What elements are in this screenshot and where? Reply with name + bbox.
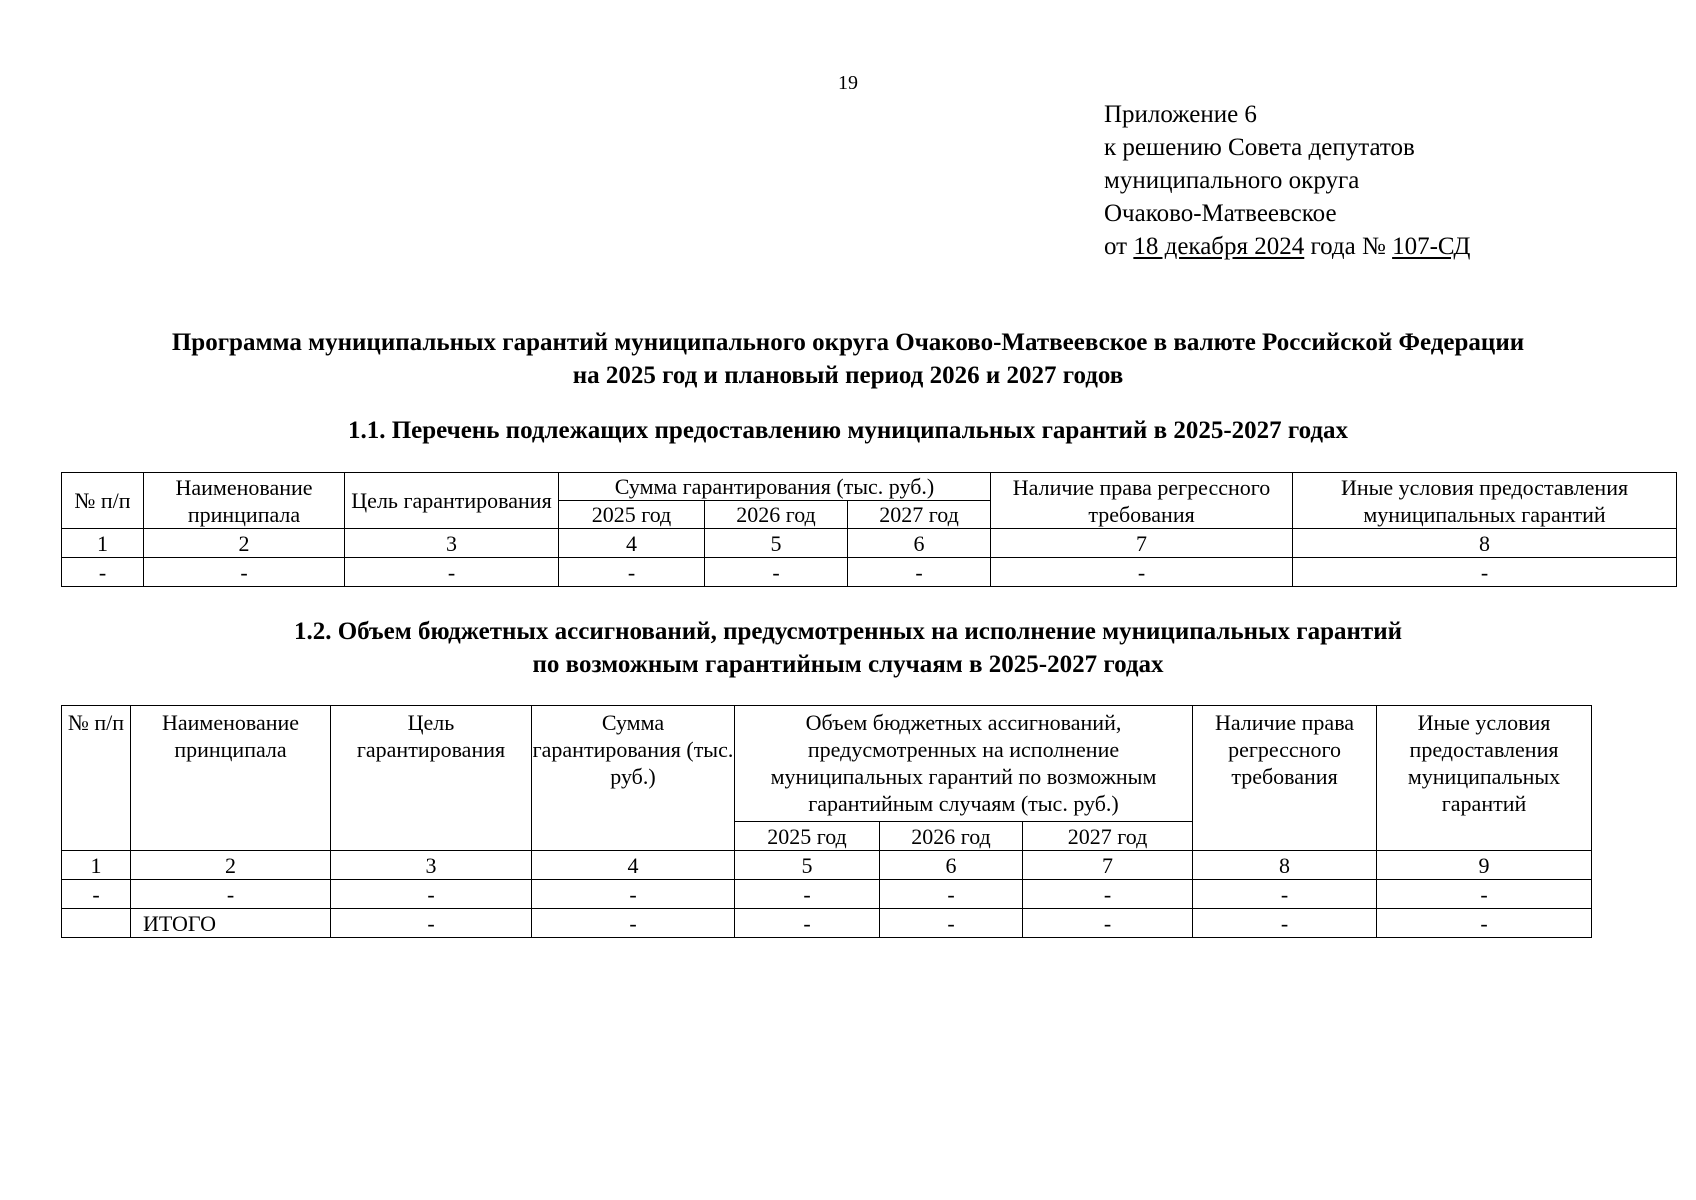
page-number: 19 bbox=[838, 72, 858, 94]
cell: 1 bbox=[62, 529, 144, 558]
total-label: ИТОГО bbox=[131, 909, 331, 938]
cell: 1 bbox=[62, 851, 131, 880]
cell: 8 bbox=[1293, 529, 1677, 558]
appendix-block bbox=[1104, 98, 1470, 263]
header-sum-group: Сумма гарантирования (тыс. руб.) bbox=[559, 473, 991, 501]
cell: - bbox=[559, 558, 705, 587]
decision-date: 18 декабря 2024 bbox=[1133, 233, 1305, 260]
cell: 2 bbox=[144, 529, 345, 558]
header-2026: 2026 год bbox=[705, 501, 848, 529]
cell: 4 bbox=[559, 529, 705, 558]
cell: 6 bbox=[848, 529, 991, 558]
cell: - bbox=[1193, 909, 1377, 938]
decision-number: 107-СД bbox=[1392, 233, 1471, 260]
numbering-row bbox=[62, 851, 1592, 880]
cell: 3 bbox=[331, 851, 532, 880]
table-row bbox=[62, 880, 1592, 909]
header-2025: 2025 год bbox=[735, 822, 880, 851]
cell: - bbox=[62, 880, 131, 909]
cell: 7 bbox=[991, 529, 1293, 558]
header-num: № п/п bbox=[62, 706, 131, 851]
cell: 2 bbox=[131, 851, 331, 880]
appendix-line: муниципального округа bbox=[1104, 167, 1360, 194]
appendix-line: Очаково-Матвеевское bbox=[1104, 200, 1337, 227]
cell bbox=[62, 909, 131, 938]
cell: 5 bbox=[705, 529, 848, 558]
cell: - bbox=[1377, 909, 1592, 938]
cell: 4 bbox=[532, 851, 735, 880]
cell: - bbox=[345, 558, 559, 587]
cell: 8 bbox=[1193, 851, 1377, 880]
cell: 7 bbox=[1023, 851, 1193, 880]
cell: 3 bbox=[345, 529, 559, 558]
section2-title bbox=[0, 615, 1696, 681]
table-row bbox=[62, 558, 1677, 587]
header-2026: 2026 год bbox=[880, 822, 1023, 851]
cell: 6 bbox=[880, 851, 1023, 880]
header-sum: Сумма гарантирования (тыс. руб.) bbox=[532, 706, 735, 851]
appendix-line: Приложение 6 bbox=[1104, 101, 1257, 128]
header-2025: 2025 год bbox=[559, 501, 705, 529]
header-principal: Наименование принципала bbox=[131, 706, 331, 851]
appendix-date-line bbox=[1104, 230, 1470, 263]
document-title bbox=[0, 326, 1696, 392]
cell: - bbox=[62, 558, 144, 587]
header-2027: 2027 год bbox=[1023, 822, 1193, 851]
header-volume-group: Объем бюджетных ассигнований, предусмотренных на исполнение муниципальных гарантий по возможным гарантийным случаям (тыс. руб.) bbox=[735, 706, 1193, 822]
cell: - bbox=[880, 880, 1023, 909]
cell: 9 bbox=[1377, 851, 1592, 880]
header-purpose: Цель гарантирования bbox=[331, 706, 532, 851]
header-2027: 2027 год bbox=[848, 501, 991, 529]
total-row bbox=[62, 909, 1592, 938]
numbering-row bbox=[62, 529, 1677, 558]
cell: - bbox=[735, 909, 880, 938]
cell: - bbox=[532, 880, 735, 909]
document-title-line: Программа муниципальных гарантий муниципального округа Очаково-Матвеевское в валюте Российской Федерации bbox=[171, 329, 1525, 356]
guarantees-list-table bbox=[61, 472, 1677, 587]
header-other: Иные условия предоставления муниципальных гарантий bbox=[1293, 473, 1677, 529]
cell: - bbox=[705, 558, 848, 587]
date-prefix: от bbox=[1104, 233, 1128, 260]
header-principal: Наименование принципала bbox=[144, 473, 345, 529]
cell: - bbox=[1193, 880, 1377, 909]
cell: - bbox=[144, 558, 345, 587]
document-title-line: на 2025 год и плановый период 2026 и 2027 годов bbox=[572, 362, 1124, 389]
header-num: № п/п bbox=[62, 473, 144, 529]
cell: - bbox=[991, 558, 1293, 587]
year-word: года № bbox=[1310, 233, 1386, 260]
cell: - bbox=[331, 909, 532, 938]
cell: - bbox=[880, 909, 1023, 938]
cell: - bbox=[1023, 880, 1193, 909]
budget-allocations-table bbox=[61, 705, 1592, 938]
section2-title-line: 1.2. Объем бюджетных ассигнований, предусмотренных на исполнение муниципальных гарантий bbox=[293, 618, 1403, 645]
cell: - bbox=[131, 880, 331, 909]
cell: - bbox=[1377, 880, 1592, 909]
appendix-line: к решению Совета депутатов bbox=[1104, 134, 1415, 161]
header-purpose: Цель гарантирования bbox=[345, 473, 559, 529]
section2-title-line: по возможным гарантийным случаям в 2025-2027 годах bbox=[532, 651, 1164, 678]
cell: - bbox=[532, 909, 735, 938]
header-other: Иные условия предоставления муниципальных гарантий bbox=[1377, 706, 1592, 851]
cell: - bbox=[331, 880, 532, 909]
cell: - bbox=[1023, 909, 1193, 938]
cell: 5 bbox=[735, 851, 880, 880]
header-regress: Наличие права регрессного требования bbox=[1193, 706, 1377, 851]
cell: - bbox=[1293, 558, 1677, 587]
section1-title: 1.1. Перечень подлежащих предоставлению муниципальных гарантий в 2025-2027 годах bbox=[347, 417, 1349, 444]
header-regress: Наличие права регрессного требования bbox=[991, 473, 1293, 529]
cell: - bbox=[848, 558, 991, 587]
cell: - bbox=[735, 880, 880, 909]
